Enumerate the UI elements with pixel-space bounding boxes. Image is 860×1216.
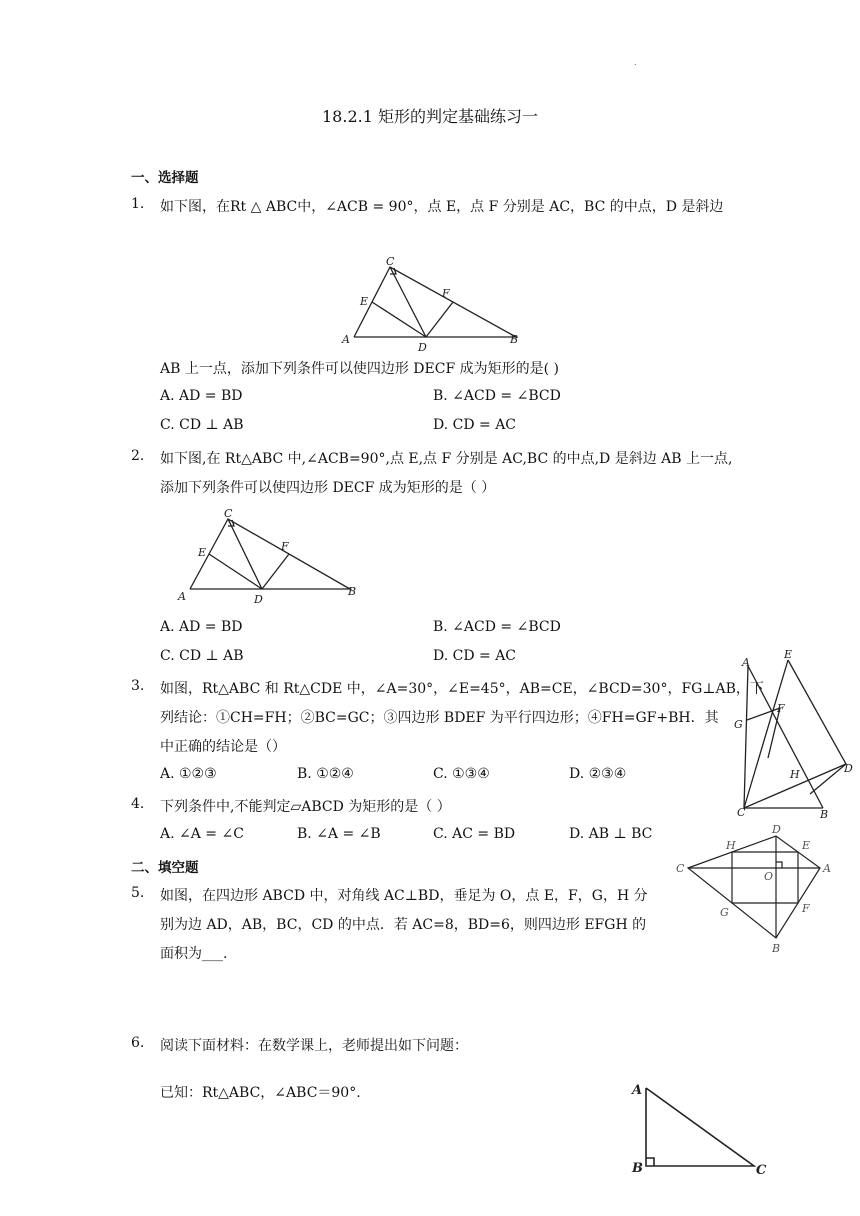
q3-label-c: C xyxy=(737,806,746,819)
q3-option-d: D. ②③④ xyxy=(569,766,627,782)
q3-option-c: C. ①③④ xyxy=(433,766,490,782)
q3-text-line1: 如图，Rt△ABC 和 Rt△CDE 中，∠A=30°，∠E=45°，AB=CE，∠BCD=30°，FG⊥AB，下 xyxy=(160,681,764,697)
q4-option-d: D. AB ⊥ BC xyxy=(569,826,653,842)
q4-option-c: C. AC = BD xyxy=(433,826,516,842)
q6-text-line2: 已知：Rt△ABC，∠ABC＝90°. xyxy=(160,1085,361,1101)
q4-option-b: B. ∠A = ∠B xyxy=(297,826,381,842)
q3-label-b: B xyxy=(820,808,829,821)
q6-right-triangle-figure xyxy=(626,1080,776,1180)
q1-label-f: F xyxy=(442,287,450,300)
q6-label-c: C xyxy=(756,1163,767,1178)
q2-label-a: A xyxy=(178,590,186,603)
q3-option-a: A. ①②③ xyxy=(160,766,217,782)
q4-text-line1: 下列条件中,不能判定▱ABCD 为矩形的是（ ） xyxy=(160,799,451,815)
q2-number: 2. xyxy=(131,448,145,464)
q2-label-e: E xyxy=(198,546,207,559)
q2-text-line1: 如下图,在 Rt△ABC 中,∠ACB=90°,点 E,点 F 分别是 AC,BC 的中点,D 是斜边 AB 上一点, xyxy=(160,451,733,467)
q3-option-b: B. ①②④ xyxy=(297,766,354,782)
q5-quadrilateral-figure xyxy=(672,818,842,962)
q5-label-a: A xyxy=(823,862,831,875)
q5-text-line3: 面积为___. xyxy=(160,946,228,962)
q1-label-d: D xyxy=(418,341,427,353)
q3-label-h: H xyxy=(790,768,800,781)
q6-number: 6. xyxy=(131,1035,145,1051)
q2-option-b: B. ∠ACD = ∠BCD xyxy=(433,619,561,635)
q1-triangle-figure xyxy=(336,253,526,353)
header-dot: . xyxy=(634,58,637,67)
q6-text-line1: 阅读下面材料：在数学课上，老师提出如下问题： xyxy=(160,1038,468,1054)
q3-label-f: F xyxy=(777,702,785,715)
q1-option-a: A. AD = BD xyxy=(160,388,243,404)
q6-label-a: A xyxy=(632,1083,643,1098)
q2-label-b: B xyxy=(348,585,357,598)
q3-label-e: E xyxy=(784,648,793,661)
q1-option-d: D. CD = AC xyxy=(433,417,517,433)
q5-number: 5. xyxy=(131,885,145,901)
q5-text-line2: 别为边 AD，AB，BC，CD 的中点．若 AC=8，BD=6，则四边形 EFGH 的 xyxy=(160,917,647,933)
q1-option-c: C. CD ⊥ AB xyxy=(160,417,244,433)
q3-text-line3: 中正确的结论是（） xyxy=(160,739,286,755)
q5-text-line1: 如图，在四边形 ABCD 中，对角线 AC⊥BD，垂足为 O，点 E，F，G，H 分 xyxy=(160,888,648,904)
q1-label-c: C xyxy=(386,255,395,268)
q5-label-d: D xyxy=(772,823,781,836)
page-title: 18.2.1 矩形的判定基础练习一 xyxy=(322,107,538,126)
q1-label-e: E xyxy=(360,295,369,308)
q2-option-d: D. CD = AC xyxy=(433,648,517,664)
q4-option-a: A. ∠A = ∠C xyxy=(160,826,244,842)
q2-label-c: C xyxy=(224,507,233,520)
q2-label-f: F xyxy=(281,540,289,553)
q2-option-a: A. AD = BD xyxy=(160,619,243,635)
q5-label-o: O xyxy=(764,870,774,883)
q5-label-g: G xyxy=(720,906,729,919)
q3-number: 3. xyxy=(131,678,145,694)
q3-label-g: G xyxy=(734,718,743,731)
q5-label-f: F xyxy=(802,902,810,915)
q6-label-b: B xyxy=(632,1161,643,1176)
q1-option-b: B. ∠ACD = ∠BCD xyxy=(433,388,561,404)
q3-text-line2: 列结论：①CH=FH；②BC=GC；③四边形 BDEF 为平行四边形；④FH=GF+BH．其 xyxy=(160,710,719,726)
q1-text-line2: AB 上一点，添加下列条件可以使四边形 DECF 成为矩形的是( ) xyxy=(160,361,559,377)
q4-number: 4. xyxy=(131,796,145,812)
section-heading-fill: 二、填空题 xyxy=(131,860,199,876)
q1-label-a: A xyxy=(342,333,350,346)
q5-label-h: H xyxy=(726,839,736,852)
q2-label-d: D xyxy=(254,593,263,606)
q3-label-d: D xyxy=(844,762,853,775)
q3-triangles-figure xyxy=(728,648,858,824)
q2-triangle-figure xyxy=(172,505,372,607)
q5-label-b: B xyxy=(772,942,781,955)
q1-label-b: B xyxy=(510,333,519,346)
section-heading-choice: 一、选择题 xyxy=(131,170,199,186)
q3-label-a: A xyxy=(742,656,750,669)
q5-label-c: C xyxy=(676,862,685,875)
q5-label-e: E xyxy=(802,839,811,852)
q2-option-c: C. CD ⊥ AB xyxy=(160,648,244,664)
q2-text-line2: 添加下列条件可以使四边形 DECF 成为矩形的是（ ） xyxy=(160,480,496,496)
q1-text-line1: 如下图，在Rt △ ABC中，∠ACB = 90°，点 E，点 F 分别是 AC，BC 的中点，D 是斜边 xyxy=(160,199,724,215)
q1-number: 1. xyxy=(131,196,145,212)
